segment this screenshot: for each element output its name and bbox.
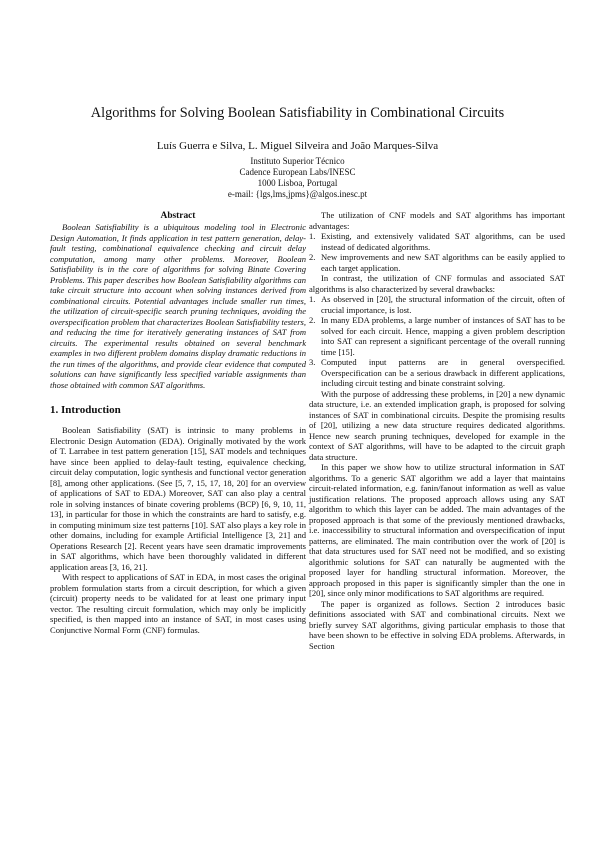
- list-number: 2.: [309, 252, 316, 262]
- body-paragraph: In this paper we show how to utilize structural information in SAT algorithms. To a generic SAT algorithm we add a layer that maintains circuit-related information, e.g. fanin/fanout information as well as value justification relations. The proposed approach allows using any SAT algorithm to which this layer can be added. The main advantages of the proposed approach is that some of the previously mentioned drawbacks, i.e. inaccessibility to structural information and overspecification of input patterns, are eliminated. The main contribution over the work of [20] is that data structures used for SAT need not be modified, and so existing algorithmic solutions for SAT can naturally be augmented with the proposed layer for handling structural information. Moreover, the approach proposed in this paper is significantly simpler than the one in [20], since only minor modifications to SAT algorithms are required.: [309, 462, 565, 598]
- drawbacks-list: [309, 294, 565, 389]
- list-item: [309, 231, 565, 252]
- right-column: [309, 210, 565, 651]
- abstract-text: Boolean Satisfiability is a ubiquitous modeling tool in Electronic Design Automation, It finds application in test pattern generation, delay-fault testing, combinational equivalence checking and circuit delay computation, among many other problems. Moreover, Boolean Satisfiability is in the core of algorithms for solving Binate Covering Problems. This paper describes how Boolean Satisfiability algorithms can take circuit structure into account when solving instances derived from combinational circuits. Potential advantages include smaller run times, the utilization of circuit-specific search pruning techniques, avoiding the overspecification problem that characterizes Boolean Satisfiability testers, and reducing the time for iteratively generating instances of SAT from circuits. The experimental results obtained on several benchmark examples in two different problem domains display dramatic reductions in the run times of the algorithms, and provide clear evidence that computed solutions can have significantly less specified variable assignments than those obtained with common SAT algorithms.: [50, 222, 306, 390]
- intro-paragraph-2: With respect to applications of SAT in EDA, in most cases the original problem formulation starts from a circuit description, for which a given (circuit) property needs to be validated for at least one primary input vector. The resulting circuit formulation, which may only be implicitly specified, is then mapped into an instance of SAT, in most cases using Conjunctive Normal Form (CNF) formulas.: [50, 572, 306, 635]
- affiliation-line: 1000 Lisboa, Portugal: [257, 178, 338, 188]
- cnf-drawbacks-paragraph: In contrast, the utilization of CNF formulas and associated SAT algorithms is also characterized by several drawbacks:: [309, 273, 565, 294]
- affiliation-block: [0, 156, 595, 200]
- body-paragraph: With the purpose of addressing these problems, in [20] a new dynamic data structure, i.e. an extended implication graph, is proposed for solving instances of SAT in combinational circuits. Despite the promising results of [20], utilizing a new data structure requires dedicated algorithms. Hence new search pruning techniques, developed for example in the context of SAT algorithms, will have to be adapted to the circuit graph data structure.: [309, 388, 565, 462]
- list-item: [309, 357, 565, 389]
- section-heading-introduction: 1. Introduction: [50, 404, 121, 416]
- list-number: 3.: [309, 357, 316, 367]
- list-item: [309, 294, 565, 315]
- list-number: 1.: [309, 294, 316, 304]
- left-column: [50, 210, 306, 635]
- list-text: Existing, and extensively validated SAT algorithms, can be used instead of dedicated algorithms.: [321, 231, 565, 252]
- list-text: As observed in [20], the structural information of the circuit, often of crucial importance, is lost.: [321, 294, 565, 315]
- affiliation-email: e-mail: {lgs,lms,jpms}@algos.inesc.pt: [227, 189, 368, 199]
- paper-title: Algorithms for Solving Boolean Satisfiability in Combinational Circuits: [90, 105, 505, 121]
- list-text: In many EDA problems, a large number of instances of SAT has to be solved for each circuit. Hence, mapping a given problem description into SAT can represent a significant percentage of the overall running time [15].: [321, 315, 565, 357]
- intro-paragraph-1: Boolean Satisfiability (SAT) is intrinsic to many problems in Electronic Design Automation (EDA). Originally motivated by the work of T. Larrabee in test pattern generation [15], SAT models and techniques have since been applied to delay-fault testing, equivalence checking, circuit delay computation, logic synthesis and functional vector generation [8], among other applications. (See [5, 7, 15, 17, 18, 20] for an overview of applications of SAT to EDA.) Moreover, SAT can also play a central role in solving instances of binate covering problems (BCP) [6, 9, 10, 11, 13], in particular for those in which the constraints are hard to satisfy, e.g. in computing minimum size test patterns [10]. SAT also plays a key role in other domains, including for example Artificial Intelligence [3, 21] and Operations Research [2]. Recent years have seen dramatic improvements in SAT algorithms, which have been thoroughly validated in different application areas [3, 16, 21].: [50, 425, 306, 572]
- body-paragraph: The paper is organized as follows. Section 2 introduces basic definitions associated with SAT and combinational circuits. Next we briefly survey SAT algorithms, giving particular emphasis to those that have been shown to be effective in solving EDA problems. Afterwards, in Section: [309, 598, 565, 651]
- list-text: New improvements and new SAT algorithms can be easily applied to each target application.: [321, 252, 565, 273]
- list-number: 1.: [309, 231, 316, 241]
- paper-authors: Luís Guerra e Silva, L. Miguel Silveira and João Marques-Silva: [156, 140, 439, 152]
- list-item: [309, 252, 565, 273]
- affiliation-line: Instituto Superior Técnico: [250, 156, 345, 166]
- affiliation-line: Cadence European Labs/INESC: [239, 167, 356, 177]
- advantages-list: [309, 231, 565, 273]
- list-item: [309, 315, 565, 357]
- list-number: 2.: [309, 315, 316, 325]
- list-text: Computed input patterns are in general overspecified. Overspecification can be a serious drawback in different applications, including circuit testing and binate constraint solving.: [321, 357, 565, 388]
- abstract-heading: Abstract: [160, 211, 196, 221]
- cnf-advantages-paragraph: The utilization of CNF models and SAT algorithms has important advantages:: [309, 210, 565, 231]
